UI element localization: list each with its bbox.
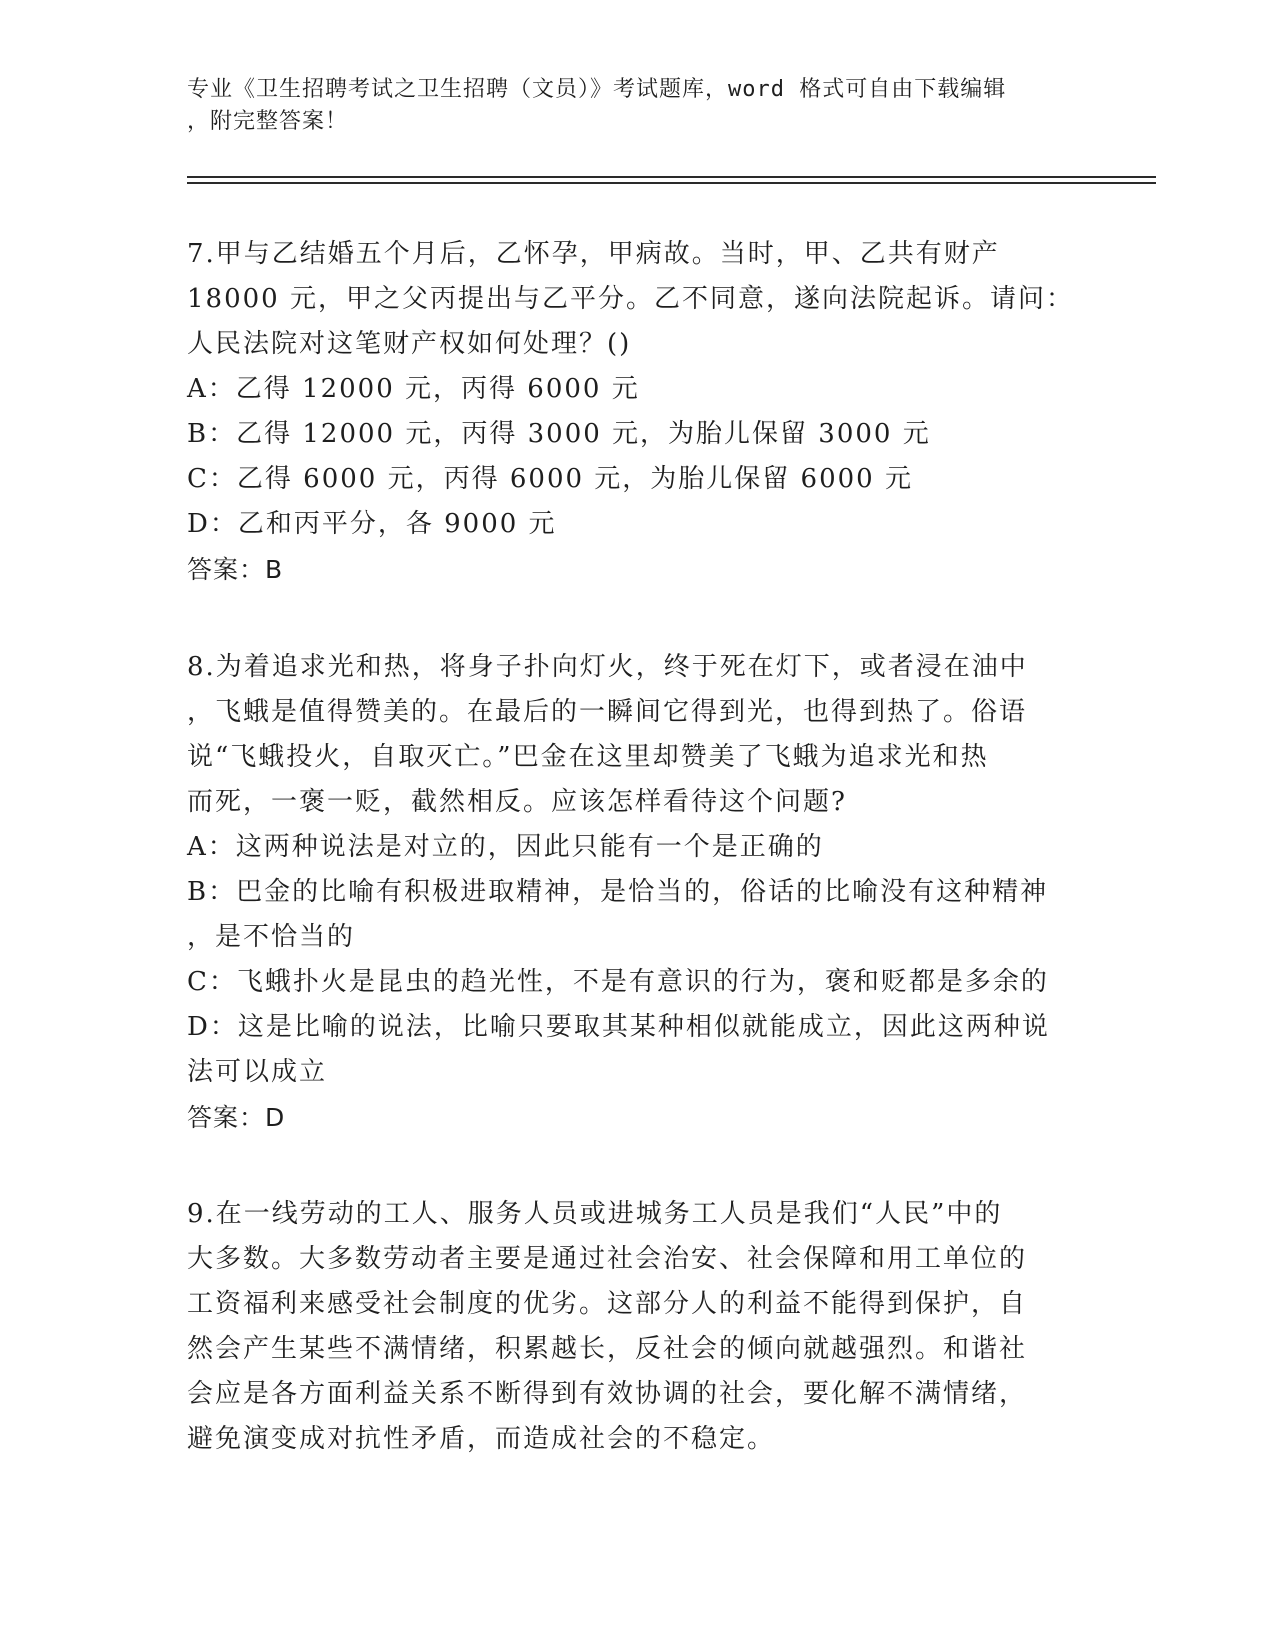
option-a: A：乙得 12000 元，丙得 6000 元: [187, 374, 640, 404]
question-stem-line: 8.为着追求光和热，将身子扑向灯火，终于死在灯下，或者浸在油中: [187, 652, 1028, 682]
question-stem-line: 大多数。大多数劳动者主要是通过社会治安、社会保障和用工单位的: [187, 1244, 1028, 1274]
option-d: D：这是比喻的说法，比喻只要取其某种相似就能成立，因此这两种说: [187, 1012, 1050, 1042]
option-c: C：乙得 6000 元，丙得 6000 元，为胎儿保留 6000 元: [187, 464, 913, 494]
option-b: B：乙得 12000 元，丙得 3000 元，为胎儿保留 3000 元: [187, 419, 931, 449]
answer: 答案：D: [187, 1103, 286, 1132]
question-8: [187, 645, 1087, 1140]
question-stem-line: 7.甲与乙结婚五个月后，乙怀孕，甲病故。当时，甲、乙共有财产: [187, 239, 1000, 269]
header-line: ，附完整答案！: [187, 109, 349, 134]
option-b-continued: ，是不恰当的: [187, 922, 356, 952]
option-c: C：飞蛾扑火是昆虫的趋光性，不是有意识的行为，褒和贬都是多余的: [187, 967, 1049, 997]
question-stem-line: 说“飞蛾投火，自取灭亡。”巴金在这里却赞美了飞蛾为追求光和热: [187, 742, 989, 772]
option-a: A：这两种说法是对立的，因此只能有一个是正确的: [187, 832, 824, 862]
option-d: D：乙和丙平分，各 9000 元: [187, 509, 557, 539]
document-header: [187, 74, 1067, 138]
option-b: B：巴金的比喻有积极进取精神，是恰当的，俗话的比喻没有这种精神: [187, 877, 1049, 907]
question-9: [187, 1192, 1087, 1462]
answer: 答案：B: [187, 555, 284, 584]
header-divider: [187, 182, 1156, 184]
question-stem-line: 18000 元，甲之父丙提出与乙平分。乙不同意，遂向法院起诉。请问：: [187, 284, 1074, 314]
question-7: [187, 232, 1087, 592]
question-stem-line: 工资福利来感受社会制度的优劣。这部分人的利益不能得到保护，自: [187, 1289, 1028, 1319]
question-stem-line: 9.在一线劳动的工人、服务人员或进城务工人员是我们“人民”中的: [187, 1199, 1003, 1229]
question-stem-line: 而死，一褒一贬，截然相反。应该怎样看待这个问题?: [187, 787, 847, 817]
question-stem-line: 人民法院对这笔财产权如何处理？(): [187, 329, 632, 359]
question-stem-line: ，飞蛾是值得赞美的。在最后的一瞬间它得到光，也得到热了。俗语: [187, 697, 1028, 727]
header-line: 专业《卫生招聘考试之卫生招聘（文员）》考试题库，word 格式可自由下载编辑: [187, 77, 1007, 102]
question-stem-line: 会应是各方面利益关系不断得到有效协调的社会，要化解不满情绪，: [187, 1379, 1028, 1409]
header-divider: [187, 176, 1156, 178]
question-stem-line: 然会产生某些不满情绪，积累越长，反社会的倾向就越强烈。和谐社: [187, 1334, 1028, 1364]
option-d-continued: 法可以成立: [187, 1057, 328, 1087]
question-stem-line: 避免演变成对抗性矛盾，而造成社会的不稳定。: [187, 1424, 776, 1454]
